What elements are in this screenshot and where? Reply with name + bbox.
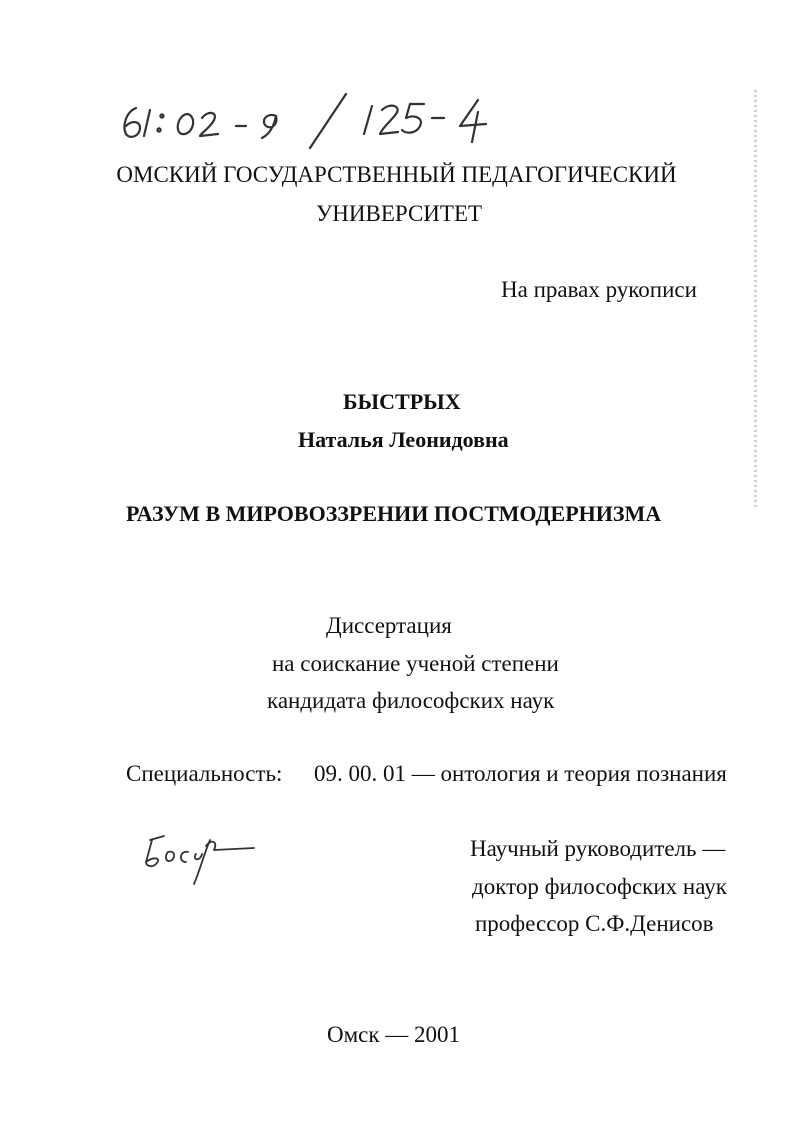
institution-line-1: ОМСКИЙ ГОСУДАРСТВЕННЫЙ ПЕДАГОГИЧЕСКИЙ: [116, 162, 677, 187]
dissertation-title: РАЗУМ В МИРОВОЗЗРЕНИИ ПОСТМОДЕРНИЗМА: [126, 501, 662, 526]
handwritten-archive-number: [114, 88, 514, 150]
supervisor-line-2: доктор философских наук: [472, 874, 727, 899]
signature: [140, 826, 260, 886]
author-surname: БЫСТРЫХ: [343, 389, 461, 414]
degree-line-1: Диссертация: [326, 613, 452, 638]
institution-line-2: УНИВЕРСИТЕТ: [316, 201, 483, 226]
specialty-label: Специальность:: [126, 761, 283, 786]
manuscript-rights-note: На правах рукописи: [501, 277, 697, 302]
degree-line-2: на соискание ученой степени: [272, 651, 559, 676]
scan-artifact-line: [754, 90, 757, 510]
degree-line-3: кандидата философских наук: [267, 688, 555, 713]
specialty-value: 09. 00. 01 — онтология и теория познания: [314, 761, 727, 786]
supervisor-line-1: Научный руководитель —: [470, 836, 726, 861]
supervisor-line-3: профессор С.Ф.Денисов: [475, 911, 714, 936]
place-and-year: Омск — 2001: [327, 1022, 461, 1047]
author-given-names: Наталья Леонидовна: [298, 427, 509, 452]
